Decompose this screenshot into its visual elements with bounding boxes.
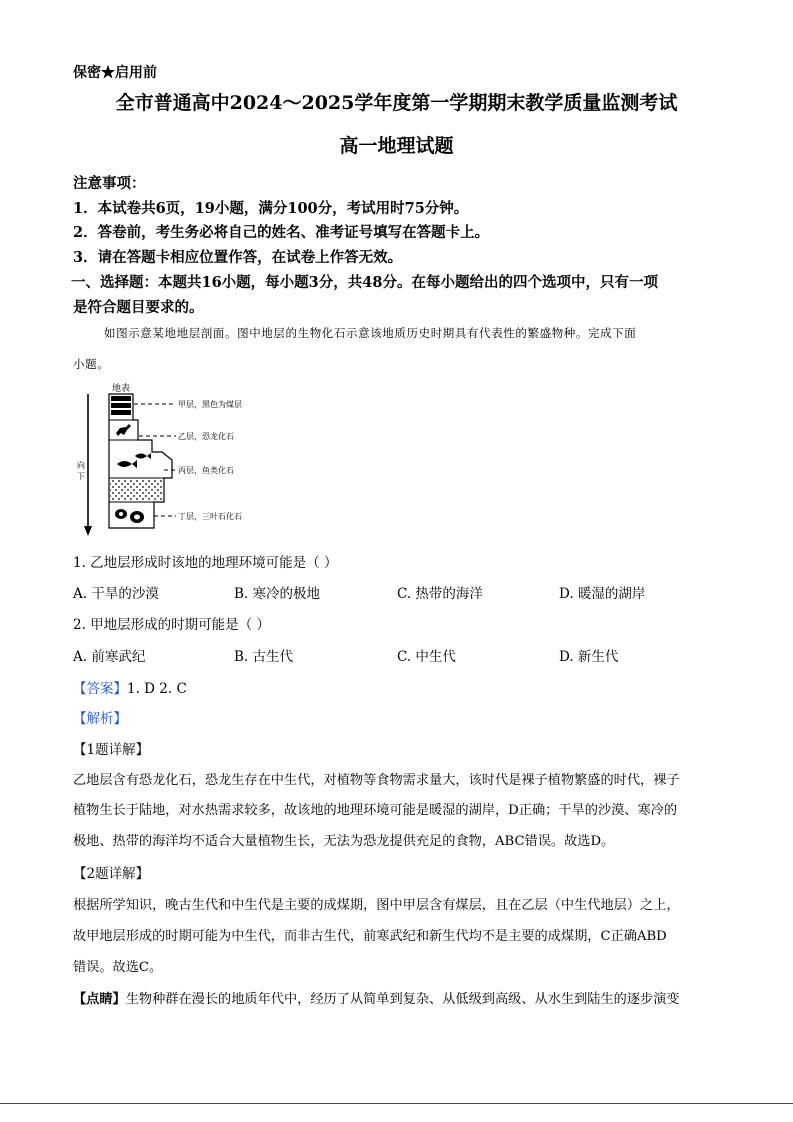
layer-label-ding: 丁层，三叶石化石	[178, 512, 242, 521]
coal-layer-icon	[111, 403, 131, 408]
notice-heading: 注意事项：	[73, 175, 146, 192]
coal-layer-icon	[111, 410, 131, 415]
layer-label-jia: 甲层，黑色为煤层	[178, 400, 242, 409]
question-2-option-b: B. 古生代	[234, 649, 294, 665]
coal-layer-icon	[111, 396, 131, 401]
q2-detail-line: 故甲地层形成的时期可能为中生代，而非古生代，前寒武纪和新生代均不是主要的成煤期，C正确ABD	[73, 929, 667, 944]
q1-detail-line: 乙地层含有恐龙化石，恐龙生存在中生代，对植物等食物需求量大，该时代是裸子植物繁盛的时代，裸子	[73, 773, 680, 788]
dinosaur-fossil-icon	[116, 424, 131, 436]
sand-layer	[110, 479, 163, 501]
answer-text: 1. D 2. C	[127, 681, 187, 697]
q2-detail-heading: 【2题详解】	[73, 866, 150, 882]
q1-detail-line: 植物生长于陆地，对水热需求较多，故该地的地理环境可能是暖湿的湖岸，D正确；干旱的沙漠、寒冷的	[73, 803, 678, 818]
tip-tag: 【点睛】	[73, 992, 126, 1007]
question-1-option-b: B. 寒冷的极地	[234, 586, 321, 602]
exam-title: 全市普通高中2024～2025学年度第一学期期末教学质量监测考试	[115, 92, 678, 114]
exam-subtitle: 高一地理试题	[339, 135, 454, 157]
strata-figure	[72, 380, 272, 540]
intro-text-cont: 小题。	[73, 357, 110, 371]
fish-fossil-icon	[117, 460, 137, 468]
q1-detail-heading: 【1题详解】	[73, 742, 150, 758]
figure-top-label: 地表	[112, 384, 131, 394]
question-2-option-d: D. 新生代	[559, 649, 619, 665]
down-arrow-icon	[84, 526, 92, 536]
tip-line	[73, 988, 680, 1007]
fish-fossil-icon	[135, 453, 151, 459]
question-1-option-c: C. 热带的海洋	[397, 586, 483, 602]
question-1-stem: 1. 乙地层形成时该地的地理环境可能是（ ）	[73, 555, 338, 571]
confidential-label: 保密★启用前	[73, 65, 157, 81]
q1-detail-line: 极地、热带的海洋均不适合大量植物生长，无法为恐龙提供充足的食物，ABC错误。故选D。	[73, 834, 615, 849]
layer-label-yi: 乙层，恐龙化石	[178, 432, 234, 441]
answer-line	[73, 677, 187, 697]
figure-side-label: 向	[77, 461, 85, 470]
question-1-option-a: A. 干旱的沙漠	[73, 586, 159, 602]
footer-divider	[0, 1103, 793, 1104]
question-2-option-c: C. 中生代	[397, 649, 456, 665]
q2-detail-line: 根据所学知识，晚古生代和中生代是主要的成煤期，图中甲层含有煤层，且在乙层（中生代地层）之上，	[73, 898, 680, 913]
notice-item: 1．本试卷共6页，19小题，满分100分，考试用时75分钟。	[73, 200, 469, 217]
question-2-option-a: A. 前寒武纪	[73, 649, 146, 665]
answer-tag: 【答案】	[73, 681, 127, 697]
section-heading-cont: 是符合题目要求的。	[73, 299, 204, 316]
section-heading: 一、选择题：本题共16小题，每小题3分，共48分。在每小题给出的四个选项中，只有一项	[71, 274, 658, 291]
tip-text: 生物种群在漫长的地质年代中，经历了从简单到复杂、从低级到高级、从水生到陆生的逐步演变	[125, 992, 680, 1007]
question-1-option-d: D. 暖湿的湖岸	[559, 586, 646, 602]
question-2-stem: 2. 甲地层形成的时期可能是（ ）	[73, 617, 270, 633]
notice-item: 3．请在答题卡相应位置作答，在试卷上作答无效。	[73, 249, 403, 266]
figure-side-label: 下	[77, 472, 85, 481]
analysis-tag: 【解析】	[73, 711, 127, 727]
q2-detail-line: 错误。故选C。	[73, 960, 163, 975]
notice-item: 2．答卷前，考生务必将自己的姓名、准考证号填写在答题卡上。	[73, 224, 490, 241]
layer-label-bing: 丙层，鱼类化石	[178, 466, 234, 475]
intro-text: 如图示意某地地层剖面。图中地层的生物化石示意该地质历史时期具有代表性的繁盛物种。完成下面	[104, 326, 637, 340]
